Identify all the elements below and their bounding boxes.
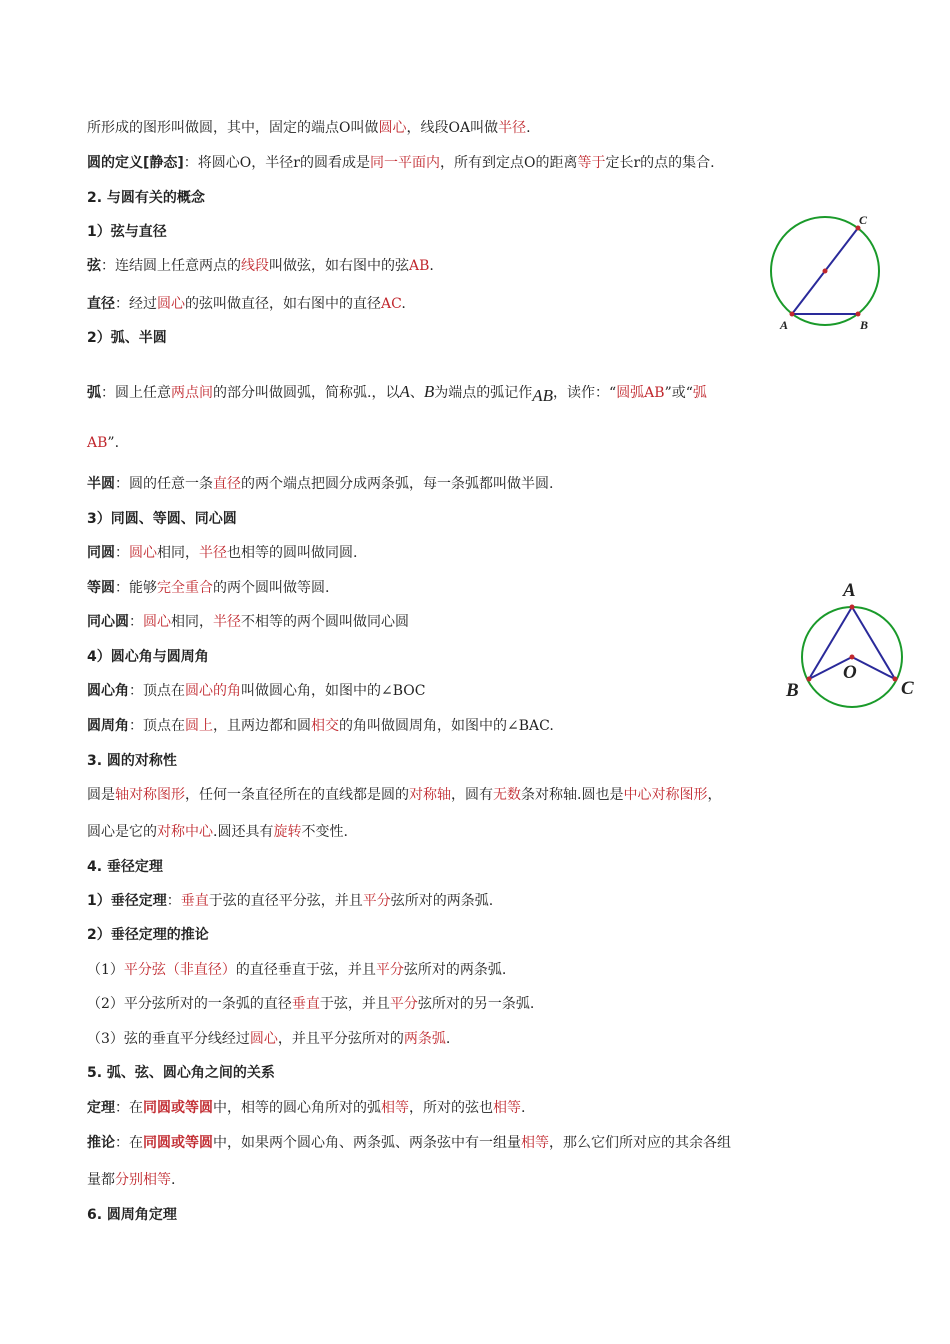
term-diameter: 直径	[213, 476, 241, 492]
text: ：在	[115, 1100, 143, 1116]
term-bisect-chord: 平分弦（非直径）	[123, 962, 236, 978]
section-heading-symmetry: 3. 圆的对称性	[87, 753, 177, 769]
text: ：将圆心O，半径r的圆看成是	[183, 155, 370, 171]
text: ：圆上任意	[101, 385, 171, 401]
text: （3）弦的垂直平分线经过	[87, 1031, 250, 1047]
term-center-angle: 圆心的角	[185, 683, 241, 699]
label-c: C	[901, 678, 914, 699]
label-c: C	[859, 213, 868, 227]
term-label: 弦	[87, 258, 101, 274]
text: ：圆的任意一条	[115, 476, 213, 492]
text: ，所对的弦也	[409, 1100, 493, 1116]
text: ，	[707, 787, 722, 803]
text: 量都	[87, 1172, 115, 1188]
text: ，任何一条直径所在的直线都是圆的	[185, 787, 409, 803]
line-diameter	[87, 294, 406, 314]
text: ：顶点在	[129, 718, 185, 734]
term-axis: 对称轴	[409, 787, 451, 803]
text: 相同，	[157, 545, 199, 561]
term-two-arcs: 两条弧	[403, 1031, 446, 1047]
term-center: 圆心	[129, 545, 157, 561]
text: ：	[115, 545, 129, 561]
line-relation-corollary	[87, 1133, 731, 1153]
line-arc-continued	[87, 433, 119, 453]
term-equal: 相等	[381, 1100, 409, 1116]
text: ，且两边都和圆	[213, 718, 311, 734]
term-rotation: 旋转	[273, 824, 302, 840]
label-b: B	[786, 680, 799, 701]
line-perpendicular-theorem	[87, 891, 493, 911]
point-b	[807, 677, 812, 682]
term-coincide: 完全重合	[157, 580, 213, 596]
math-a: A	[399, 382, 410, 401]
point-center	[823, 269, 828, 274]
term-radius: 半径	[498, 120, 527, 136]
term-same-or-equal-circle: 同圆或等圆	[143, 1135, 213, 1151]
line-relation-theorem	[87, 1098, 525, 1118]
text: （1）	[87, 962, 124, 978]
text: 所形成的图形叫做圆，其中，固定的端点O叫做	[87, 120, 379, 136]
line-corollary-3	[87, 1029, 450, 1049]
text: 弦所对的另一条弧.	[417, 996, 535, 1012]
math-arc-ab: AB	[532, 386, 554, 405]
term-on-circle: 圆上	[185, 718, 213, 734]
text: 相同，	[171, 614, 213, 630]
term-label: 圆周角	[87, 718, 129, 734]
line-relation-corollary-continued	[87, 1170, 175, 1190]
term-bisect: 平分	[362, 893, 391, 909]
term-ab: AB	[87, 435, 108, 451]
text: ：	[166, 893, 181, 909]
text: 于弦，并且	[319, 996, 390, 1012]
term-center: 圆心	[157, 296, 185, 312]
text: 的直径垂直于弦，并且	[235, 962, 376, 978]
point-b	[856, 312, 861, 317]
point-a	[790, 312, 795, 317]
text: 中，相等的圆心角所对的弧	[213, 1100, 381, 1116]
line-equal-circle	[87, 578, 329, 598]
label-a: A	[843, 580, 856, 601]
text: 的两个端点把圆分成两条弧，每一条弧都叫做半圆.	[241, 476, 554, 492]
text: 于弦的直径平分弦，并且	[208, 893, 363, 909]
term-equal: 相等	[521, 1135, 549, 1151]
term-respectively-equal: 分别相等	[115, 1172, 171, 1188]
text: 为端点的弧记作	[434, 385, 533, 401]
term-center: 圆心	[249, 1031, 278, 1047]
text: 中，如果两个圆心角、两条弧、两条弦中有一组量	[213, 1135, 521, 1151]
term-label: 同心圆	[87, 614, 129, 630]
label-a: A	[780, 318, 789, 332]
term-equal: 相等	[493, 1100, 521, 1116]
term-infinite: 无数	[493, 787, 521, 803]
section-heading-perpendicular-diameter: 4. 垂径定理	[87, 859, 163, 875]
line-symmetry	[87, 785, 721, 805]
term-center-symmetric: 中心对称图形	[623, 787, 708, 803]
line-concentric-circle	[87, 612, 409, 632]
text: 弦所对的两条弧.	[390, 893, 494, 909]
point-c	[893, 677, 898, 682]
section-heading-concepts: 2. 与圆有关的概念	[87, 190, 205, 206]
text: .	[429, 258, 434, 274]
figure-angles	[780, 574, 920, 710]
line-inscribed-angle	[87, 716, 554, 736]
section-heading-inscribed-angle-theorem: 6. 圆周角定理	[87, 1207, 177, 1223]
point-a	[850, 605, 855, 610]
text: ，线段OA叫做	[406, 120, 499, 136]
term-segment: 线段	[241, 258, 269, 274]
subsection-heading-chord-diameter: 1）弦与直径	[87, 224, 167, 240]
term-bisect: 平分	[375, 962, 404, 978]
term-arc: 弧	[692, 385, 707, 401]
text: ，读作：“	[553, 385, 617, 401]
text: ”或“	[664, 385, 693, 401]
line-semicircle	[87, 474, 553, 494]
line-chord	[87, 256, 434, 276]
text: .	[526, 120, 531, 136]
term-between-points: 两点间	[171, 385, 213, 401]
text: 弦所对的两条弧.	[403, 962, 507, 978]
subsection-heading-arc: 2）弧、半圆	[87, 330, 167, 346]
text: 叫做弦，如右图中的弦	[269, 258, 409, 274]
term-perpendicular: 垂直	[291, 996, 320, 1012]
text: 圆心是它的	[87, 824, 157, 840]
term-perpendicular: 垂直	[180, 893, 209, 909]
term-ab: AB	[409, 258, 430, 274]
text: 的两个圆叫做等圆.	[213, 580, 330, 596]
label-o: O	[843, 662, 857, 683]
term-label: 直径	[87, 296, 115, 312]
text: .圆还具有	[213, 824, 274, 840]
subsection-heading-angles: 4）圆心角与圆周角	[87, 649, 209, 665]
math-b: B	[423, 382, 435, 401]
text: .	[401, 296, 406, 312]
point-o	[850, 655, 855, 660]
term-radius: 半径	[199, 545, 227, 561]
line-same-circle	[87, 543, 357, 563]
text: ：顶点在	[129, 683, 185, 699]
text: ：能够	[115, 580, 157, 596]
text: 也相等的圆叫做同圆.	[227, 545, 358, 561]
term-label: 同圆	[87, 545, 115, 561]
text: ：	[129, 614, 143, 630]
term-label: 等圆	[87, 580, 115, 596]
term-label: 弧	[87, 385, 101, 401]
text: .	[171, 1172, 176, 1188]
term-same-or-equal-circle: 同圆或等圆	[143, 1100, 213, 1116]
text: ：在	[115, 1135, 143, 1151]
line-circle-definition-static	[87, 153, 715, 173]
text: ，那么它们所对应的其余各组	[549, 1135, 731, 1151]
subsection-heading-corollary: 2）垂径定理的推论	[87, 927, 209, 943]
term-label: 半圆	[87, 476, 115, 492]
figure-chord-diameter	[760, 208, 890, 336]
text: （2）平分弦所对的一条弧的直径	[87, 996, 292, 1012]
text: ，圆有	[451, 787, 493, 803]
text: 定长r的点的集合.	[605, 155, 715, 171]
term-symmetry-center: 对称中心	[157, 824, 213, 840]
term-label: 1）垂径定理	[87, 893, 167, 909]
text: ”.	[107, 435, 120, 451]
term-axis-symmetric: 轴对称图形	[115, 787, 185, 803]
text: 、	[409, 385, 424, 401]
term-bisect: 平分	[389, 996, 418, 1012]
text: .	[445, 1031, 451, 1047]
text: .	[521, 1100, 526, 1116]
text: ：经过	[115, 296, 157, 312]
term-radius: 半径	[213, 614, 241, 630]
text: 圆是	[87, 787, 115, 803]
line-corollary-2	[87, 994, 534, 1014]
term-arc-ab: 圆弧AB	[616, 385, 665, 401]
label-b: B	[860, 318, 869, 332]
text: ，并且平分弦所对的	[277, 1031, 404, 1047]
subsection-heading-circles: 3）同圆、等圆、同心圆	[87, 511, 237, 527]
term-equal: 等于	[577, 155, 606, 171]
text: 不相等的两个圆叫做同心圆	[241, 614, 409, 630]
line-central-angle	[87, 681, 425, 701]
term-center: 圆心	[378, 120, 407, 136]
term-same-plane: 同一平面内	[369, 155, 440, 171]
text: 的部分叫做圆弧，简称弧.，以	[213, 385, 400, 401]
line-corollary-1	[87, 960, 506, 980]
text: ：连结圆上任意两点的	[101, 258, 241, 274]
text: 的弦叫做直径，如右图中的直径	[185, 296, 381, 312]
term-center: 圆心	[143, 614, 171, 630]
text: ，所有到定点O的距离	[439, 155, 578, 171]
text: 不变性.	[301, 824, 348, 840]
text: 叫做圆心角，如图中的∠BOC	[241, 683, 426, 699]
term-ac: AC	[381, 296, 402, 312]
term-label: 定理	[87, 1100, 115, 1116]
text: 的角叫做圆周角，如图中的∠BAC.	[339, 718, 554, 734]
section-heading-relations: 5. 弧、弦、圆心角之间的关系	[87, 1065, 275, 1081]
line-arc	[87, 382, 707, 403]
line-symmetry-continued	[87, 822, 348, 842]
term-label: 圆的定义[静态]	[87, 155, 184, 171]
line-circle-definition-dynamic	[87, 118, 531, 138]
term-label: 圆心角	[87, 683, 129, 699]
term-intersect: 相交	[311, 718, 339, 734]
text: 条对称轴.圆也是	[521, 787, 624, 803]
term-label: 推论	[87, 1135, 115, 1151]
